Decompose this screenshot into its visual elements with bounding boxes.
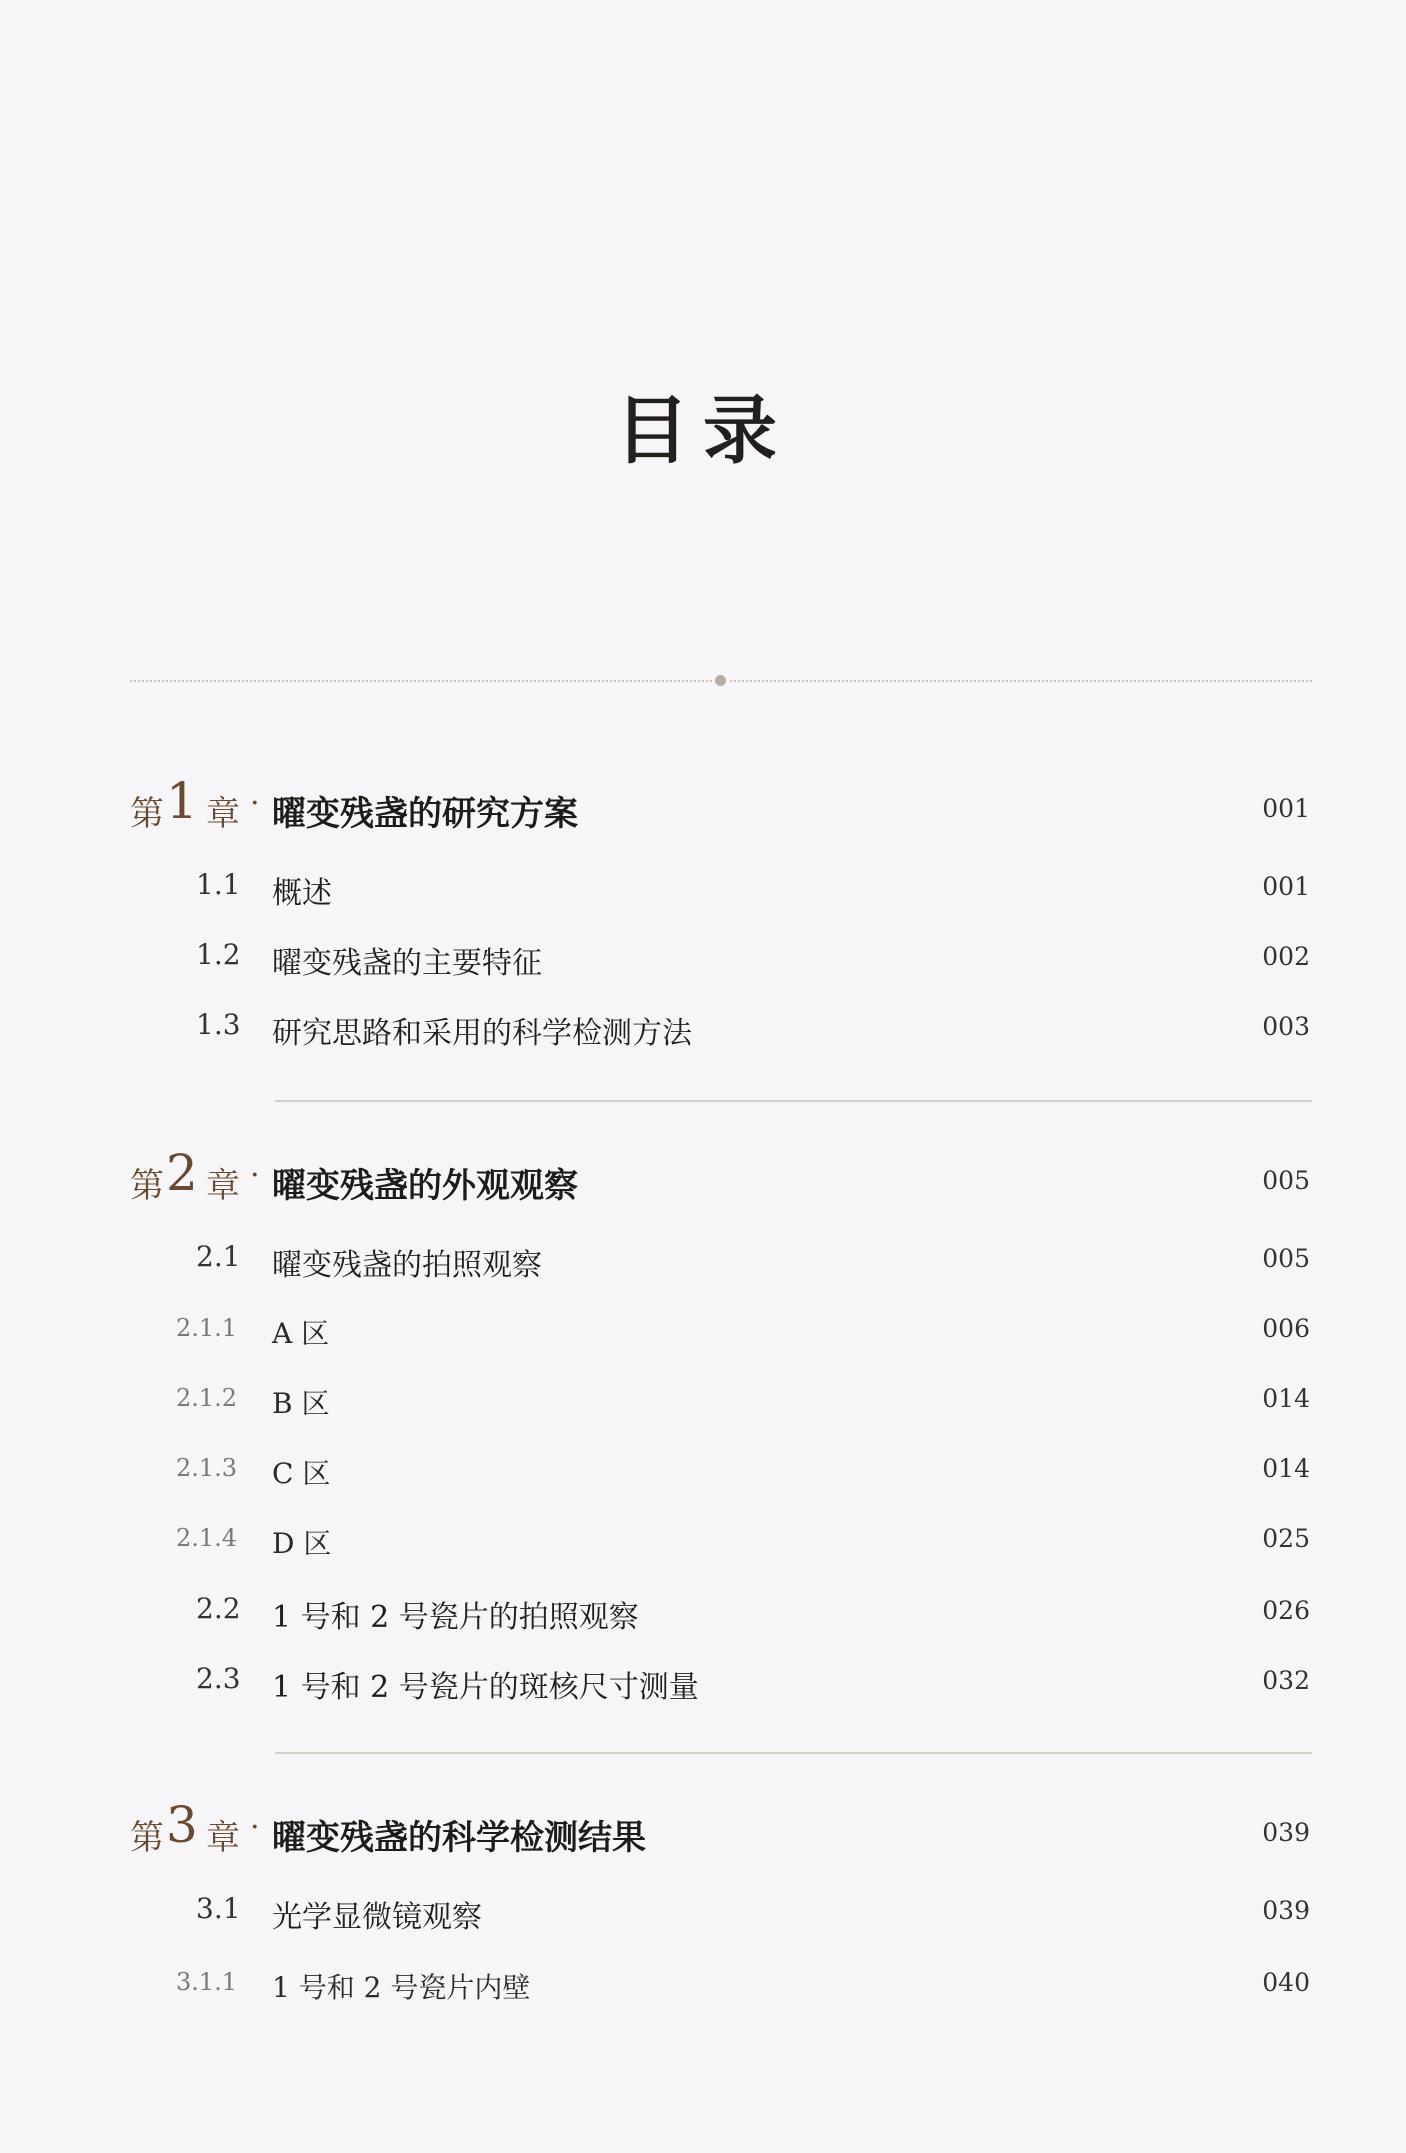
chapter-prefix: 第 — [130, 1166, 164, 1206]
chapter-suffix: 章 — [206, 1166, 240, 1206]
subsection-number: 2.1.1 — [176, 1314, 238, 1342]
toc-section-1-1[interactable] — [0, 858, 1406, 914]
toc-subsection-2-1-2[interactable] — [0, 1370, 1406, 1426]
section-title: 光学显微镜观察 — [272, 1900, 482, 1935]
chapter-prefix: 第 — [130, 1818, 164, 1858]
subsection-title: C 区 — [272, 1457, 331, 1490]
section-title: 曜变残盏的拍照观察 — [272, 1248, 542, 1283]
subsection-title: D 区 — [272, 1527, 332, 1560]
chapter-suffix: 章 — [206, 1818, 240, 1858]
page-number: 039 — [1262, 1818, 1310, 1847]
page-title: 目录 — [615, 388, 791, 474]
chapter-suffix: 章 — [206, 794, 240, 834]
section-title: 概述 — [272, 876, 332, 911]
chapter-number: 1 — [166, 772, 198, 830]
page-number: 001 — [1262, 794, 1310, 823]
toc-section-1-3[interactable] — [0, 998, 1406, 1054]
divider-dot-ornament — [715, 675, 726, 686]
page-number: 032 — [1262, 1666, 1310, 1695]
page-number: 014 — [1262, 1454, 1310, 1483]
chapter-divider — [275, 1752, 1312, 1754]
toc-section-2-2[interactable] — [0, 1582, 1406, 1638]
section-title: 1 号和 2 号瓷片的拍照观察 — [272, 1600, 639, 1635]
chapter-separator-dot: · — [250, 1810, 260, 1845]
toc-chapter-2[interactable] — [0, 1144, 1406, 1208]
chapter-title: 曜变残盏的外观观察 — [272, 1166, 578, 1206]
page-number: 006 — [1262, 1314, 1310, 1343]
section-number: 1.1 — [196, 868, 241, 901]
page-number: 005 — [1262, 1166, 1310, 1195]
page-number: 039 — [1262, 1896, 1310, 1925]
subsection-title: B 区 — [272, 1387, 330, 1420]
chapter-separator-dot: · — [250, 786, 260, 821]
chapter-title: 曜变残盏的研究方案 — [272, 794, 578, 834]
toc-section-2-1[interactable] — [0, 1230, 1406, 1286]
section-title: 曜变残盏的主要特征 — [272, 946, 542, 981]
page-number: 005 — [1262, 1244, 1310, 1273]
page-number: 001 — [1262, 872, 1310, 901]
toc-chapter-3[interactable] — [0, 1796, 1406, 1860]
chapter-number: 2 — [166, 1144, 198, 1202]
chapter-separator-dot: · — [250, 1158, 260, 1193]
page-number: 026 — [1262, 1596, 1310, 1625]
chapter-title: 曜变残盏的科学检测结果 — [272, 1818, 646, 1858]
section-number: 3.1 — [196, 1892, 241, 1925]
toc-subsection-2-1-4[interactable] — [0, 1510, 1406, 1566]
chapter-divider — [275, 1100, 1312, 1102]
chapter-number: 3 — [166, 1796, 198, 1854]
page-number: 002 — [1262, 942, 1310, 971]
section-number: 2.2 — [196, 1592, 241, 1625]
toc-subsection-3-1-1[interactable] — [0, 1954, 1406, 2010]
subsection-number: 2.1.4 — [176, 1524, 238, 1552]
page-number: 003 — [1262, 1012, 1310, 1041]
section-title: 1 号和 2 号瓷片的斑核尺寸测量 — [272, 1670, 699, 1705]
title-divider — [130, 674, 1312, 688]
subsection-title: A 区 — [272, 1317, 330, 1350]
page-number: 025 — [1262, 1524, 1310, 1553]
toc-section-1-2[interactable] — [0, 928, 1406, 984]
chapter-prefix: 第 — [130, 794, 164, 834]
toc-section-2-3[interactable] — [0, 1652, 1406, 1708]
toc-subsection-2-1-1[interactable] — [0, 1300, 1406, 1356]
subsection-title: 1 号和 2 号瓷片内壁 — [272, 1971, 531, 2004]
section-number: 1.2 — [196, 938, 241, 971]
section-title: 研究思路和采用的科学检测方法 — [272, 1016, 692, 1051]
toc-section-3-1[interactable] — [0, 1882, 1406, 1938]
subsection-number: 2.1.3 — [176, 1454, 238, 1482]
section-number: 1.3 — [196, 1008, 241, 1041]
page-number: 014 — [1262, 1384, 1310, 1413]
toc-chapter-1[interactable] — [0, 772, 1406, 836]
page-number: 040 — [1262, 1968, 1310, 1997]
subsection-number: 2.1.2 — [176, 1384, 238, 1412]
toc-subsection-2-1-3[interactable] — [0, 1440, 1406, 1496]
subsection-number: 3.1.1 — [176, 1968, 238, 1996]
section-number: 2.3 — [196, 1662, 241, 1695]
section-number: 2.1 — [196, 1240, 241, 1273]
